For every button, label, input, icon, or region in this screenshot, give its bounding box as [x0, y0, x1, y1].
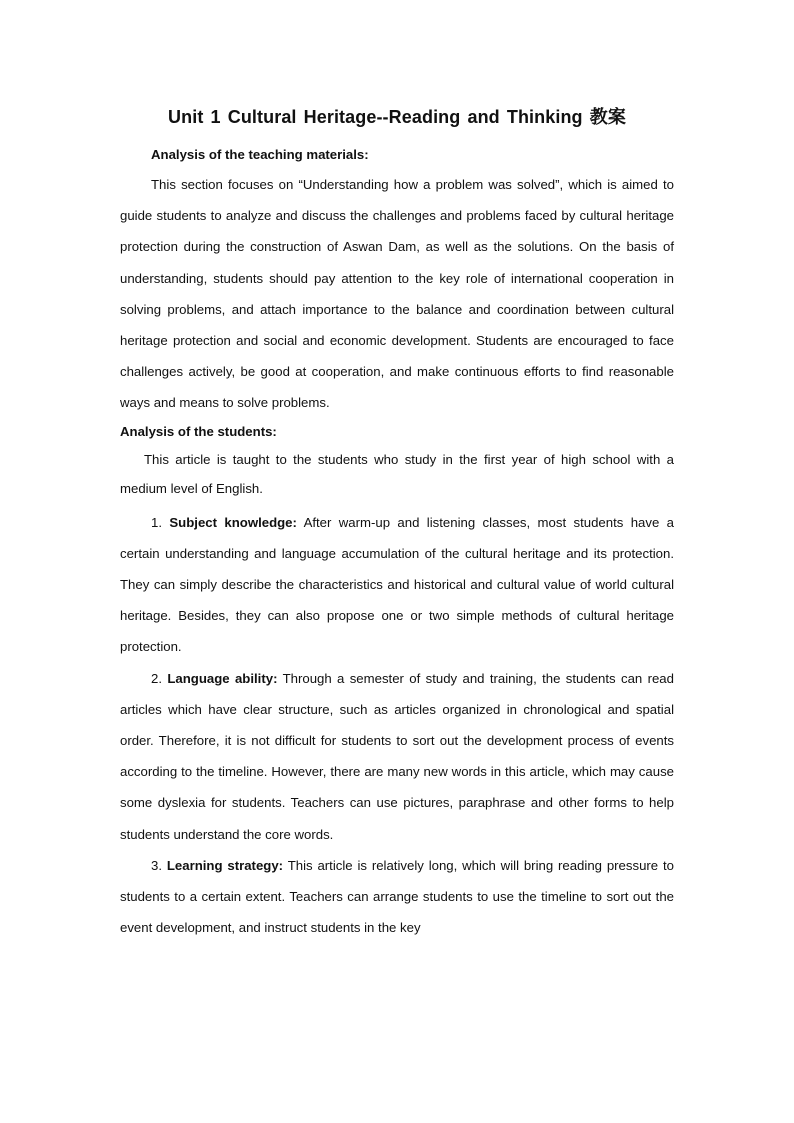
document-body: [120, 142, 674, 943]
list-item-number: 2.: [151, 670, 162, 686]
list-item-learning-strategy: [120, 850, 674, 944]
list-item-text: Through a semester of study and training, the students can read articles which have clear structure, such as articles organized in chronological and spatial order. Therefore, it is not difficult for students to sort out the development process of events according to the timeline. However, there are many new words in this article, which may cause some dyslexia for students. Teachers can use pictures, paraphrase and other forms to help students understand the core words.: [120, 670, 674, 842]
list-item-subject-knowledge: [120, 507, 674, 663]
materials-paragraph: This section focuses on “Understanding how a problem was solved”, which is aimed to guide students to analyze and discuss the challenges and problems faced by cultural heritage protection during the construction of Aswan Dam, as well as the solutions. On the basis of understanding, students should pay attention to the key role of international cooperation in solving problems, and attach importance to the balance and coordination between cultural heritage protection and social and economic development. Students are encouraged to face challenges actively, be good at cooperation, and make continuous efforts to find reasonable ways and means to solve problems.: [120, 177, 674, 411]
materials-heading: Analysis of the teaching materials:: [151, 147, 369, 162]
list-item-text: After warm-up and listening classes, most students have a certain understanding and language accumulation of the cultural heritage and its protection. They can simply describe the characteristics and historical and cultural value of world cultural heritage. Besides, they can also propose one or two simple methods of cultural heritage protection.: [120, 514, 675, 655]
students-paragraph: This article is taught to the students who study in the first year of high school with a medium level of English.: [120, 451, 674, 496]
students-heading: Analysis of the students:: [120, 423, 277, 439]
list-item-label: Subject knowledge:: [169, 514, 297, 530]
list-item-text: This article is relatively long, which will bring reading pressure to students to a certain extent. Teachers can arrange students to use the timeline to sort out the event development, and instruct students in the key: [120, 857, 674, 936]
list-item-language-ability: [120, 663, 674, 850]
document-title: Unit 1 Cultural Heritage--Reading and Thinking 教案: [168, 107, 626, 127]
list-item-number: 3.: [151, 857, 162, 873]
list-item-label: Learning strategy:: [166, 857, 284, 873]
list-item-number: 1.: [151, 514, 162, 530]
list-item-label: Language ability:: [167, 670, 278, 686]
